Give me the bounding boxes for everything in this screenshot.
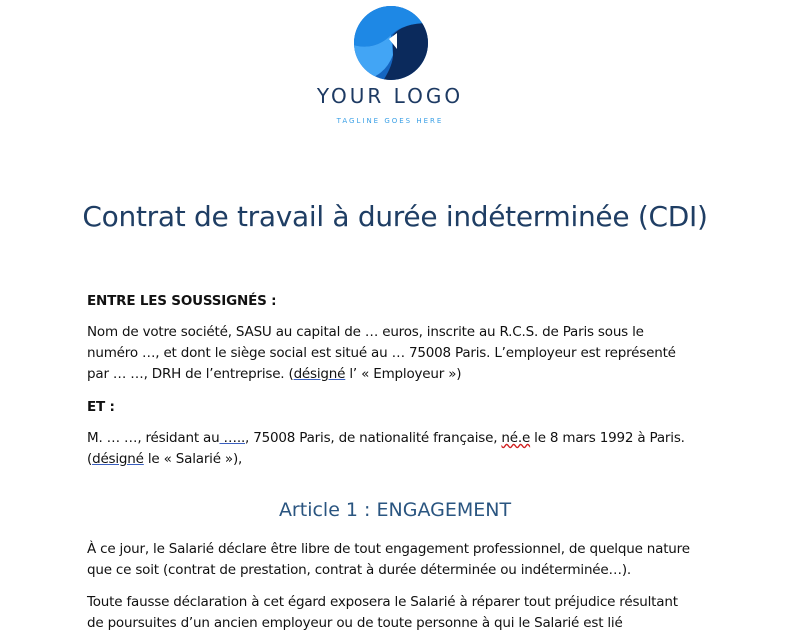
article-1-p2-line-1: Toute fausse déclaration à cet égard exposera le Salarié à réparer tout préjudice résultant: [87, 594, 678, 610]
employer-designe-word: désigné: [293, 366, 346, 382]
logo-tagline: TAGLINE GOES HERE: [336, 117, 444, 125]
parties-heading: ENTRE LES SOUSSIGNÉS :: [87, 293, 277, 309]
article-1-heading: Article 1 : ENGAGEMENT: [278, 499, 512, 521]
employer-line-3-post: l’ « Employeur »): [345, 366, 462, 382]
document-title: Contrat de travail à durée indéterminée (CDI): [82, 200, 708, 233]
article-1-p2-line-2: de poursuites d’un ancien employeur ou de toute personne à qui le Salarié est lié: [87, 615, 623, 631]
employee-line-2-pre: (: [87, 451, 93, 467]
employee-address-blank: …..: [219, 430, 246, 446]
employee-line-1: [87, 428, 727, 449]
logo-circle-icon: [353, 5, 429, 81]
article-1-paragraph-1: [87, 539, 727, 581]
logo-block: [0, 0, 790, 140]
employer-line-3: [87, 364, 727, 385]
article-1-p1-line-1: À ce jour, le Salarié déclare être libre de tout engagement professionnel, de quelque nature: [87, 541, 690, 557]
article-1-p1-line-2: que ce soit (contrat de prestation, contrat à durée déterminée ou indéterminée…).: [87, 562, 631, 578]
employer-paragraph: [87, 322, 727, 385]
employee-line-1-mid: , 75008 Paris, de nationalité française,: [245, 430, 502, 446]
employee-nee-word: né.e: [501, 430, 531, 446]
logo-text: YOUR LOGO: [316, 84, 464, 108]
employer-line-1: Nom de votre société, SASU au capital de … euros, inscrite au R.C.S. de Paris sous le: [87, 324, 644, 340]
employee-paragraph: [87, 428, 727, 470]
employer-line-2: numéro …, et dont le siège social est situé au … 75008 Paris. L’employeur est représenté: [87, 345, 676, 361]
employee-line-2-post: le « Salarié »),: [143, 451, 243, 467]
employee-line-1-post: le 8 mars 1992 à Paris.: [530, 430, 685, 446]
et-heading: ET :: [87, 399, 115, 415]
employee-designe-word: désigné: [92, 451, 144, 467]
employee-line-1-pre: M. … …, résidant au: [87, 430, 220, 446]
employer-line-3-pre: par … …, DRH de l’entreprise. (: [87, 366, 294, 382]
employee-line-2: [87, 449, 727, 470]
article-1-paragraph-2: [87, 592, 727, 631]
